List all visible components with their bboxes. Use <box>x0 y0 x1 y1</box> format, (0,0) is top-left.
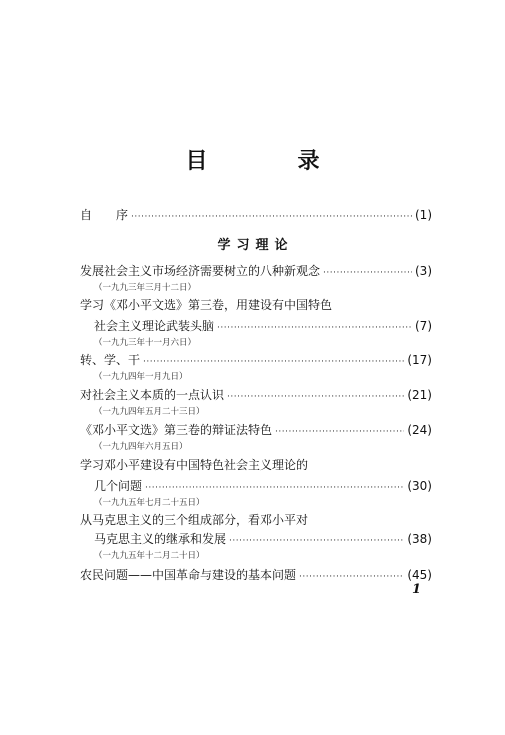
toc-page-number: (3) <box>415 264 432 278</box>
toc-page-number: (17) <box>407 353 432 367</box>
toc-entry <box>94 318 432 336</box>
toc-entry-title: 对社会主义本质的一点认识 <box>80 388 225 402</box>
toc-page-number: (30) <box>407 479 432 493</box>
toc-entry-date: （一九九四年六月五日） <box>94 442 188 452</box>
toc-entry <box>80 387 432 405</box>
toc-entry-date: （一九九五年七月二十五日） <box>94 498 205 508</box>
dot-leader <box>275 424 404 440</box>
toc-page-number: (7) <box>415 319 432 333</box>
toc-entry-line <box>80 297 432 313</box>
toc-page-number: (24) <box>407 423 432 437</box>
dot-leader <box>323 265 412 281</box>
dot-leader <box>227 389 404 405</box>
toc-entry-title: 《邓小平文选》第三卷的辩证法特色 <box>80 423 273 437</box>
toc-entry-line <box>80 512 432 528</box>
toc-entry-title-continued: 社会主义理论武装头脑 <box>94 319 215 333</box>
dot-leader <box>229 533 404 549</box>
toc-page-number: (1) <box>415 208 432 222</box>
toc-entry-title: 自 序 <box>80 208 129 222</box>
toc-entry-date: （一九九三年十一月六日） <box>94 338 197 348</box>
toc-page-number: (45) <box>407 568 432 582</box>
dot-leader <box>131 209 412 225</box>
toc-entry <box>80 567 432 585</box>
toc-entry-title: 农民问题——中国革命与建设的基本问题 <box>80 568 297 582</box>
section-heading: 学习理论 <box>217 238 294 253</box>
toc-entry-date: （一九九五年十二月二十日） <box>94 551 205 561</box>
dot-leader <box>217 320 412 336</box>
toc-page-number: (38) <box>407 532 432 546</box>
toc-entry-title-continued: 几个问题 <box>94 479 143 493</box>
toc-entry-date: （一九九四年一月九日） <box>94 372 188 382</box>
toc-entry <box>94 531 432 549</box>
toc-entry-title: 发展社会主义市场经济需要树立的八种新观念 <box>80 264 321 278</box>
dot-leader <box>143 354 404 370</box>
toc-entry <box>80 263 432 281</box>
page-title: 目 录 <box>185 149 354 174</box>
toc-entry-date: （一九九四年五月二十三日） <box>94 407 205 417</box>
dot-leader <box>145 480 404 496</box>
toc-entry-date: （一九九三年三月十二日） <box>94 283 197 293</box>
toc-entry <box>80 352 432 370</box>
toc-entry-title: 学习邓小平建设有中国特色社会主义理论的 <box>80 458 309 472</box>
toc-entry-title: 转、学、干 <box>80 353 141 367</box>
toc-entry <box>80 422 432 440</box>
toc-entry-title: 从马克思主义的三个组成部分，看邓小平对 <box>80 513 309 527</box>
page-folio-number: 1 <box>412 582 422 597</box>
toc-entry-line <box>80 457 432 473</box>
toc-entry-title: 学习《邓小平文选》第三卷，用建设有中国特色 <box>80 298 333 312</box>
toc-page-number: (21) <box>407 388 432 402</box>
toc-entry <box>94 478 432 496</box>
dot-leader <box>299 569 404 585</box>
toc-entry-preface <box>80 207 432 225</box>
toc-entry-title-continued: 马克思主义的继承和发展 <box>94 532 227 546</box>
